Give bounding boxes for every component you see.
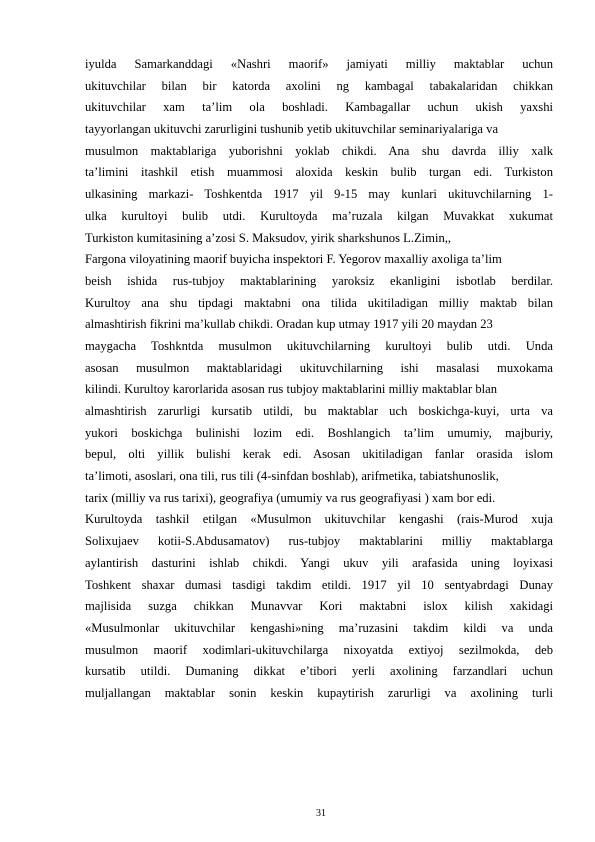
text-line: ta’limoti, asoslari, ona tili, rus tili (4-sinfdan boshlab), arifmetika, tabiatshunoslik, (85, 469, 499, 484)
text-line: tayyorlangan ukituvchi zarurligini tushunib yetib ukituvchilar seminariyalariga va (85, 122, 499, 137)
text-line: musulmon maktablariga yuborishni yoklab chikdi. Ana shu davrda illiy xalk (85, 143, 553, 158)
text-line: kilindi. Kurultoy karorlarida asosan rus tubjoy maktablarini milliy maktablar blan (85, 382, 498, 397)
text-line: almashtirish zarurligi kursatib utildi, bu maktablar uch boskichga-kuyi, urta va (85, 404, 553, 418)
text-line: Kurultoy ana shu tipdagi maktabni ona tilida ukitiladigan milliy maktab bilan (85, 295, 553, 310)
text-line: «Musulmonlar ukituvchilar kengashi»ning ma’ruzasini takdim kildi va unda (85, 620, 553, 635)
text-line: ulka kurultoyi bulib utdi. Kurultoyda ma’ruzala kilgan Muvakkat xukumat (85, 208, 553, 223)
text-line: almashtirish fikrini ma’kullab chikdi. Oradan kup utmay 1917 yili 20 maydan 23 (85, 317, 493, 332)
text-line: Kurultoyda tashkil etilgan «Musulmon ukituvchilar kengashi (rais-Murod xuja (85, 512, 553, 527)
text-line: aylantirish dasturini ishlab chikdi. Yangi ukuv yili arafasida uning loyixasi (85, 555, 553, 570)
text-line: Turkiston kumitasining a’zosi S. Maksudov, yirik sharkshunos L.Zimin,, (85, 230, 452, 245)
body-text (85, 54, 553, 705)
text-line: asosan musulmon maktablaridagi ukituvchilarning ishi masalasi muxokama (85, 360, 553, 375)
text-line: tarix (milliy va rus tarixi), geografiya (umumiy va rus geografiyasi ) xam bor edi. (85, 490, 496, 505)
text-line: muljallangan maktablar sonin keskin kupaytirish zarurligi va axolining turli (85, 685, 553, 700)
text-line: bepul, olti yillik bulishi kerak edi. Asosan ukitiladigan fanlar orasida islom (85, 447, 553, 462)
text-line: yukori boskichga bulinishi lozim edi. Boshlangich ta’lim umumiy, majburiy, (85, 425, 553, 440)
text-line: Solixujaev kotii-S.Abdusamatov) rus-tubjoy maktablarini milliy maktablarga (85, 534, 553, 549)
text-line: musulmon maorif xodimlari-ukituvchilarga nixoyatda extiyoj sezilmokda, deb (85, 642, 553, 657)
text-line: majlisida suzga chikkan Munavvar Kori maktabni islox kilish xakidagi (85, 599, 553, 614)
text-line: Fargona viloyatining maorif buyicha inspektori F. Yegorov maxalliy axoliga ta’lim (85, 252, 502, 267)
page-number: 31 (316, 808, 326, 819)
text-line: maygacha Toshkntda musulmon ukituvchilarning kurultoyi bulib utdi. Unda (85, 338, 553, 353)
text-line: iyulda Samarkanddagi «Nashri maorif» jamiyati milliy maktablar uchun (85, 57, 553, 71)
text-line: Toshkent shaxar dumasi tasdigi takdim etildi. 1917 yil 10 sentyabrdagi Dunay (85, 577, 553, 592)
text-line: beish ishida rus-tubjoy maktablarining yaroksiz ekanligini isbotlab berdilar. (85, 273, 553, 288)
text-line: ukituvchilar bilan bir katorda axolini ng kambagal tabakalaridan chikkan (85, 78, 553, 93)
text-line: ta’limini itashkil etish muammosi aloxida keskin bulib turgan edi. Turkiston (85, 165, 553, 180)
text-line: kursatib utildi. Dumaning dikkat e’tibori yerli axolining farzandlari uchun (85, 664, 553, 679)
text-line: ukituvchilar xam ta’lim ola boshladi. Kambagallar uchun ukish yaxshi (85, 100, 553, 115)
text-line: ulkasining markazi- Toshkentda 1917 yil 9-15 may kunlari ukituvchilarning 1- (85, 187, 553, 202)
